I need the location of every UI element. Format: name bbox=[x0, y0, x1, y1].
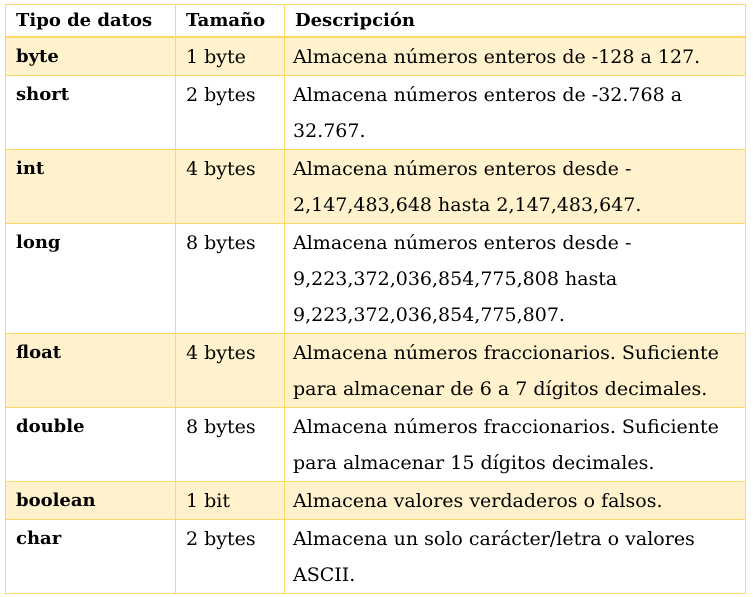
cell-description: Almacena números enteros desde - 2,147,483,648 hasta 2,147,483,647. bbox=[285, 150, 746, 224]
table-header-row bbox=[6, 5, 746, 38]
cell-type: boolean bbox=[6, 482, 176, 520]
cell-description: Almacena valores verdaderos o falsos. bbox=[285, 482, 746, 520]
cell-size: 1 bit bbox=[176, 482, 285, 520]
cell-size: 8 bytes bbox=[176, 224, 285, 334]
cell-description: Almacena números fraccionarios. Suficiente para almacenar de 6 a 7 dígitos decimales. bbox=[285, 334, 746, 408]
cell-size: 4 bytes bbox=[176, 150, 285, 224]
data-types-table bbox=[5, 4, 746, 594]
cell-size: 4 bytes bbox=[176, 334, 285, 408]
header-size: Tamaño bbox=[176, 5, 285, 38]
table-row bbox=[6, 224, 746, 334]
cell-type: char bbox=[6, 520, 176, 594]
cell-type: double bbox=[6, 408, 176, 482]
table-row bbox=[6, 408, 746, 482]
table-row bbox=[6, 482, 746, 520]
cell-type: float bbox=[6, 334, 176, 408]
cell-type: short bbox=[6, 76, 176, 150]
cell-description: Almacena un solo carácter/letra o valores ASCII. bbox=[285, 520, 746, 594]
data-types-table-container bbox=[5, 4, 746, 594]
table-row bbox=[6, 520, 746, 594]
cell-description: Almacena números enteros desde - 9,223,372,036,854,775,808 hasta 9,223,372,036,854,775,807. bbox=[285, 224, 746, 334]
cell-type: int bbox=[6, 150, 176, 224]
header-description: Descripción bbox=[285, 5, 746, 38]
table-row bbox=[6, 37, 746, 76]
cell-size: 2 bytes bbox=[176, 76, 285, 150]
table-row bbox=[6, 334, 746, 408]
cell-type: long bbox=[6, 224, 176, 334]
cell-size: 2 bytes bbox=[176, 520, 285, 594]
cell-description: Almacena números enteros de -128 a 127. bbox=[285, 37, 746, 76]
table-row bbox=[6, 150, 746, 224]
cell-description: Almacena números enteros de -32.768 a 32.767. bbox=[285, 76, 746, 150]
table-row bbox=[6, 76, 746, 150]
header-data-type: Tipo de datos bbox=[6, 5, 176, 38]
cell-description: Almacena números fraccionarios. Suficiente para almacenar 15 dígitos decimales. bbox=[285, 408, 746, 482]
cell-size: 8 bytes bbox=[176, 408, 285, 482]
cell-type: byte bbox=[6, 37, 176, 76]
cell-size: 1 byte bbox=[176, 37, 285, 76]
